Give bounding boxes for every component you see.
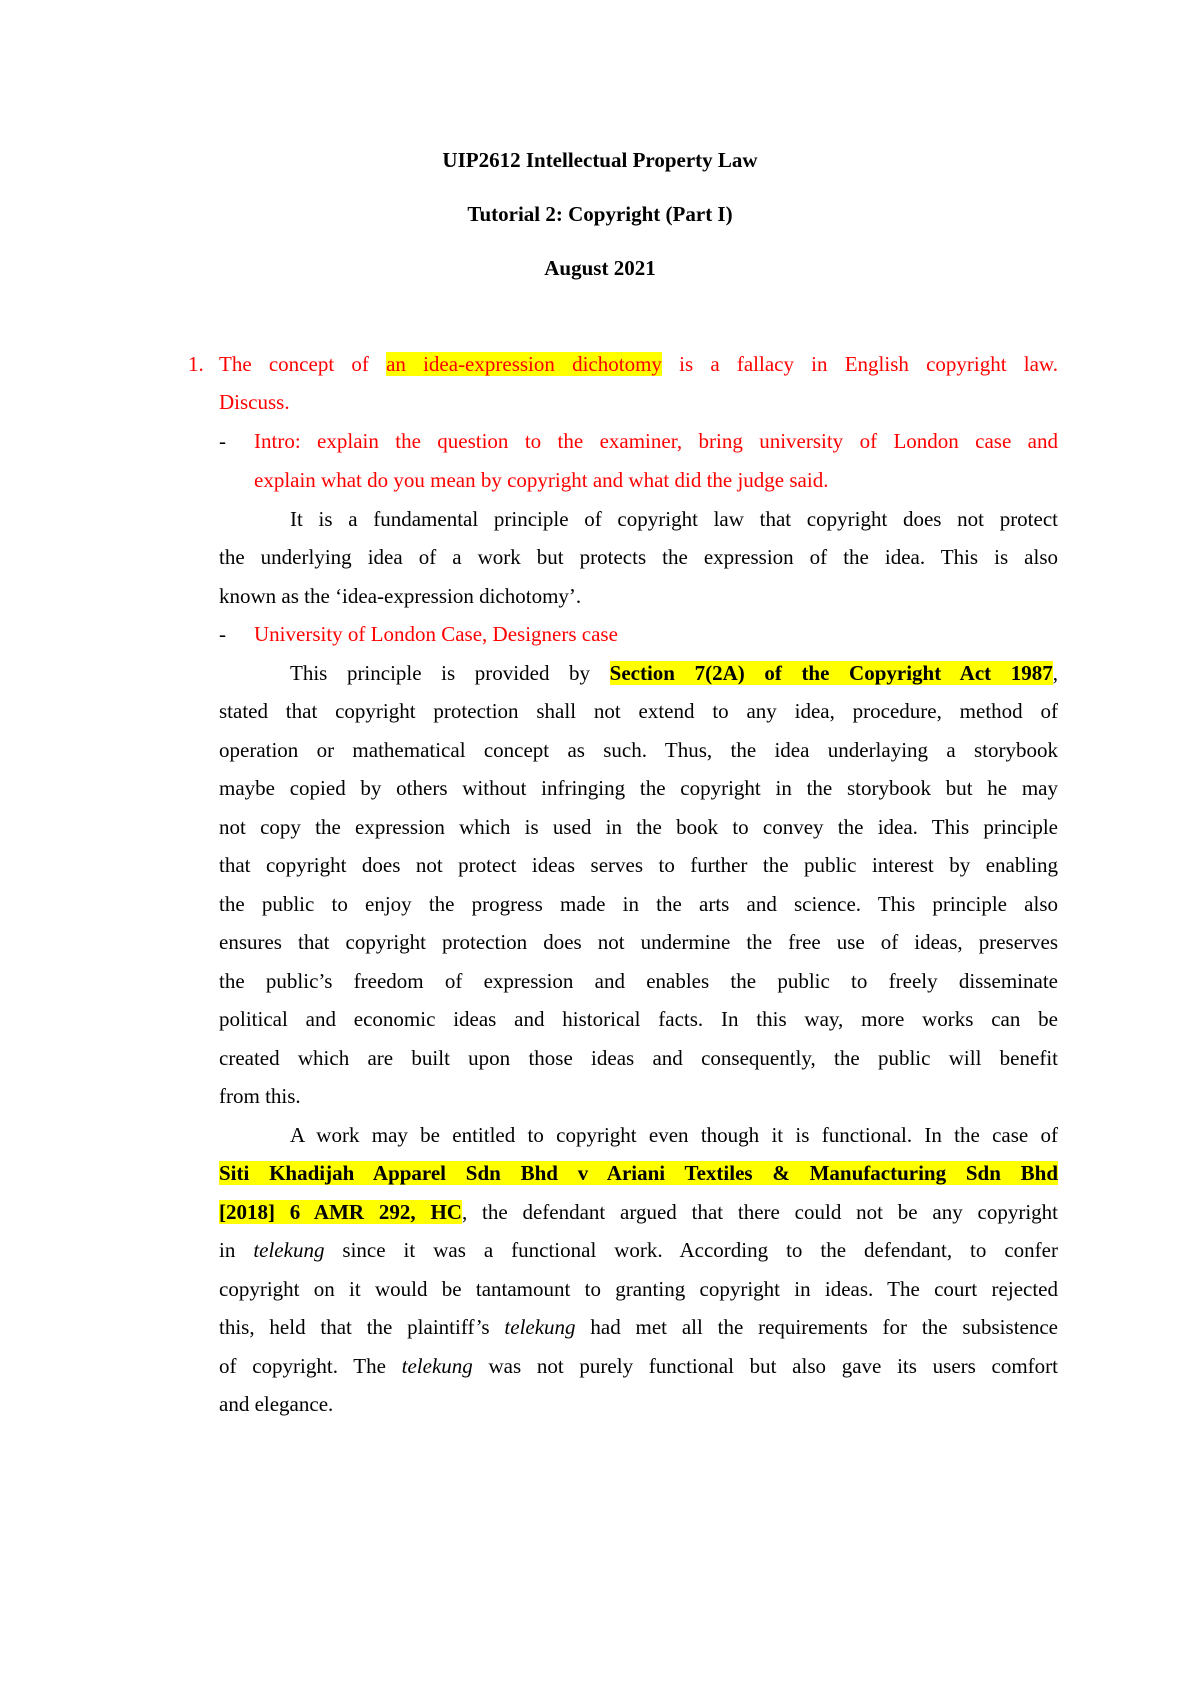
para2-line-11: created which are built upon those ideas and consequently, the public will benefit [219,1046,1058,1070]
para3-line-3 [219,1198,1058,1226]
para2-line-6: that copyright does not protect ideas serves to further the public interest by enabling [219,853,1058,877]
para3-line-4 [219,1236,1058,1264]
telekung-term: telekung [253,1238,325,1262]
para2-line-4: maybe copied by others without infringing the copyright in the storybook but he may [219,776,1058,800]
question-number: 1. [188,352,204,376]
case-citation-report: [2018] 6 AMR 292, HC [219,1200,462,1224]
para3-line-8: and elegance. [219,1392,334,1416]
telekung-term: telekung [504,1315,576,1339]
para2-line-8: ensures that copyright protection does not undermine the free use of ideas, preserves [219,930,1058,954]
para3-line-1: A work may be entitled to copyright even though it is functional. In the case of [290,1123,1058,1147]
para2-line-12: from this. [219,1084,301,1108]
case-citation-line-1 [219,1159,1058,1187]
question-text-part-1: The concept of [219,352,387,376]
question-highlight: an idea-expression dichotomy [386,352,662,376]
intro-note-line-2: explain what do you mean by copyright and what did the judge said. [254,468,829,492]
bullet-dash-intro: - [219,429,226,453]
para1-line-3: known as the ‘idea-expression dichotomy’. [219,584,582,608]
para3-line-7-post: was not purely functional but also gave its users comfort [472,1354,1058,1378]
para3-line-4-pre: in [219,1238,254,1262]
para2-line-9: the public’s freedom of expression and enables the public to freely disseminate [219,969,1058,993]
bullet-dash-cases: - [219,622,226,646]
para3-line-4-post: since it was a functional work. According to the defendant, to confer [324,1238,1058,1262]
para1-line-2: the underlying idea of a work but protects the expression of the idea. This is also [219,545,1058,569]
para2-line-1 [290,659,1058,687]
para2-line-1-pre: This principle is provided by [290,661,610,685]
para3-line-3-post: , the defendant argued that there could not be any copyright [461,1200,1059,1224]
question-text-line-2: Discuss. [219,390,290,414]
statute-citation: Section 7(2A) of the Copyright Act 1987 [609,661,1053,685]
para3-line-6-pre: this, held that the plaintiff’s [219,1315,505,1339]
question-text-part-2: is a fallacy in English copyright law. [661,352,1058,376]
para2-line-5: not copy the expression which is used in the book to convey the idea. This principle [219,815,1058,839]
para2-line-3: operation or mathematical concept as such. Thus, the idea underlaying a storybook [219,738,1058,762]
cases-note: University of London Case, Designers case [254,622,618,646]
tutorial-title: Tutorial 2: Copyright (Part I) [467,202,733,226]
course-title: UIP2612 Intellectual Property Law [442,148,758,172]
para3-line-6 [219,1313,1058,1341]
para3-line-7 [219,1352,1058,1380]
para3-line-6-post: had met all the requirements for the subsistence [575,1315,1058,1339]
case-name: Siti Khadijah Apparel Sdn Bhd v Ariani Textiles & Manufacturing Sdn Bhd [219,1161,1058,1185]
question-text-line-1 [219,350,1058,378]
para3-line-5: copyright on it would be tantamount to granting copyright in ideas. The court rejected [219,1277,1058,1301]
para3-line-7-pre: of copyright. The [219,1354,402,1378]
para1-line-1: It is a fundamental principle of copyright law that copyright does not protect [290,507,1058,531]
para2-line-1-post: , [1052,661,1058,685]
intro-note-line-1: Intro: explain the question to the examiner, bring university of London case and [254,429,1058,453]
para2-line-2: stated that copyright protection shall not extend to any idea, procedure, method of [219,699,1058,723]
telekung-term: telekung [401,1354,473,1378]
para2-line-10: political and economic ideas and historical facts. In this way, more works can be [219,1007,1058,1031]
document-date: August 2021 [544,256,656,280]
para2-line-7: the public to enjoy the progress made in the arts and science. This principle also [219,892,1058,916]
